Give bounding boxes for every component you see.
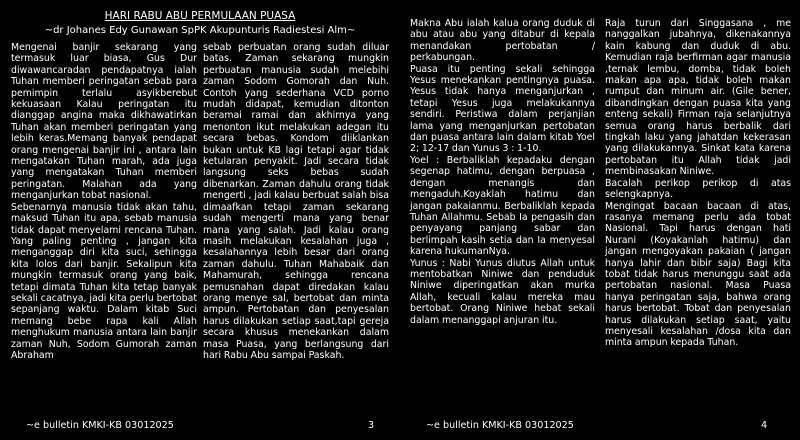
paragraph: Mengenai banjir sekarang yang termasuk luar biasa, Gus Dur diwawancaradan pendapatnya ialah Tuhan memberi peringatan sebab para pemimpin terlalu asyikberebut kekuasaan Kalau peringatan itu dianggap angina maka dikhawatirkan Tuhan akan memberi peringatan yang lebih keras.Memang banyak pendapat orang mengenai banjir ini , antara lain mengatakan Tuhan marah, ada juga yang mengatakan Tuhan memberi peringatan. Malahan ada yang menganjurkan tobat nasional. [11, 42, 197, 202]
page-3-column-1 [11, 42, 197, 361]
paragraph: Mengingat bacaan bacaan di atas, rasanya memang perlu ada tobat Nasional. Tapi harus dengan hati Nurani (Koyakanlah hatimu) dan jangan mengoyakan pakaian ( jangan hanya lahir dan bibir saja) Bagi kita tobat tidak harus menunggu saat ada pertobatan nasional. Masa Puasa hanya peringatan saja, bahwa orang harus bertobat. Tobat dan penyesalan harus dilakukan setiap saat, yaitu menyesali kesalahan /dosa kita dan minta ampun kepada Tuhan. [605, 200, 791, 349]
paragraph: Yunus : Nabi Yunus diutus Allah untuk mentobatkan Niniwe dan penduduk Niniwe diperingatkan akan murka Allah, kecuali kalau mereka mau bertobat. Orang Niniwe hebat sekali dalam menanggapi anjuran itu. [410, 257, 595, 326]
page-4-footer: ~e bulletin KMKI-KB 03012025 [426, 420, 574, 431]
paragraph: Sebenarnya manusia tidak akan tahu, maksud Tuhan itu apa, sebab manusia tidak dapat menyelami rencana Tuhan. Yang paling penting , jangan kita menganggap diri kita suci, sehingga kita lolos dari banjir. Sekalipun kita mungkin termasuk orang yang baik, tetapi dimata Tuhan kita tetap banyak sekali cacatnya, jadi kita perlu bertobat sepanjang waktu. Dalam kitab Suci memang bebe rapa kali Allah menghukum manusia antara lain banjir zaman Nuh, Sodom Gumorah zaman Abraham [11, 201, 197, 361]
page-3-number: 3 [368, 420, 375, 431]
article-author: ~dr Johanes Edy Gunawan SpPK Akupunturis Radiestesi Alm~ [44, 25, 356, 36]
page-4 [400, 0, 800, 440]
page-3-column-2 [203, 42, 389, 361]
page-4-column-1 [410, 18, 595, 326]
article-title: HARI RABU ABU PERMULAAN PUASA [104, 10, 296, 22]
paragraph: Makna Abu ialah kalua orang duduk di abu atau abu yang ditabur di kepala menandakan pertobatan / perkabungan. [410, 18, 595, 64]
paragraph: Puasa itu penting sekali sehingga Yesus menekankan pentingnya puasa. Yesus tidak hanya menganjurkan , tetapi Yesus juga melakukannya sendiri. Peristiwa dalam perjanjian lama yang menganjurkan pertobatan dan puasa antara lain dalam kitab Yoel 2; 12-17 dan Yunus 3 : 1-10. [410, 63, 595, 155]
paragraph: Raja turun dari Singgasana , me nanggalkan jubahnya, dikenakannya kain kabung dan duduk di abu. Kemudian raja berfirman agar manusia ,ternak lembu, domba, tidak boleh makan apa apa, tidak boleh makan rumput dan minum air. (Gile bener, dibandingkan dengan puasa kita yang enteng sekali) Firman raja selanjutnya semua orang harus berbalik dari tingkah laku yang jahatdan kekerasan yang dilakukannya. Sinkat kata karena pertobatan itu Allah tidak jadi membinasakan Niniwe. [605, 18, 791, 178]
paragraph: Yoel : Berbaliklah kepadaku dengan segenap hatimu, dengan berpuasa , dengan menangis dan mengaduh.Koyaklah hatimu dan jangan pakaianmu. Berbaliklah kepada Tuhan Allahmu. Sebab Ia pengasih dan penyayang panjang sabar dan berlimpah kasih setia dan Ia menyesal karena hukumanNya. [410, 154, 595, 258]
paragraph: Bacalah perikop perikop di atas selengkapnya. [605, 177, 791, 201]
paragraph: sebab perbuatan orang sudah diluar batas. Zaman sekarang mungkin perbuatan manusia sudah melebihi zaman Sodom Gomorah dan Nuh. Contoh yang sederhana VCD porno mudah didapat, kemudian ditonton beramai ramai dan akhirnya yang menonton ikut melakukan adegan itu secara bebas. Kondom diiklankan bukan untuk KB lagi tetapi agar tidak ketularan penyakit. Jadi secara tidak langsung seks bebas sudah dibenarkan. Zaman dahulu orang tidak mengerti , jadi kalau berbuat salah bisa dimaafkan tetapi zaman sekarang sudah mengerti mana yang benar mana yang salah. Jadi kalau orang masih melakukan kesalahan juga , kesalahannya lebih besar dari orang zaman dahulu. Tuhan Mahabaik dan Mahamurah, sehingga rencana pemusnahan dapat diredakan kalau orang menye sal, bertobat dan minta ampun. Pertobatan dan penyesalan harus dilakukan setiap saat,tapi gereja secara khusus menekankan dalam masa Puasa, yang berlangsung dari hari Rabu Abu sampai Paskah. [203, 42, 389, 361]
page-3-footer: ~e bulletin KMKI-KB 03012025 [26, 420, 174, 431]
page-4-column-2 [605, 18, 791, 349]
page-4-number: 4 [761, 420, 768, 431]
